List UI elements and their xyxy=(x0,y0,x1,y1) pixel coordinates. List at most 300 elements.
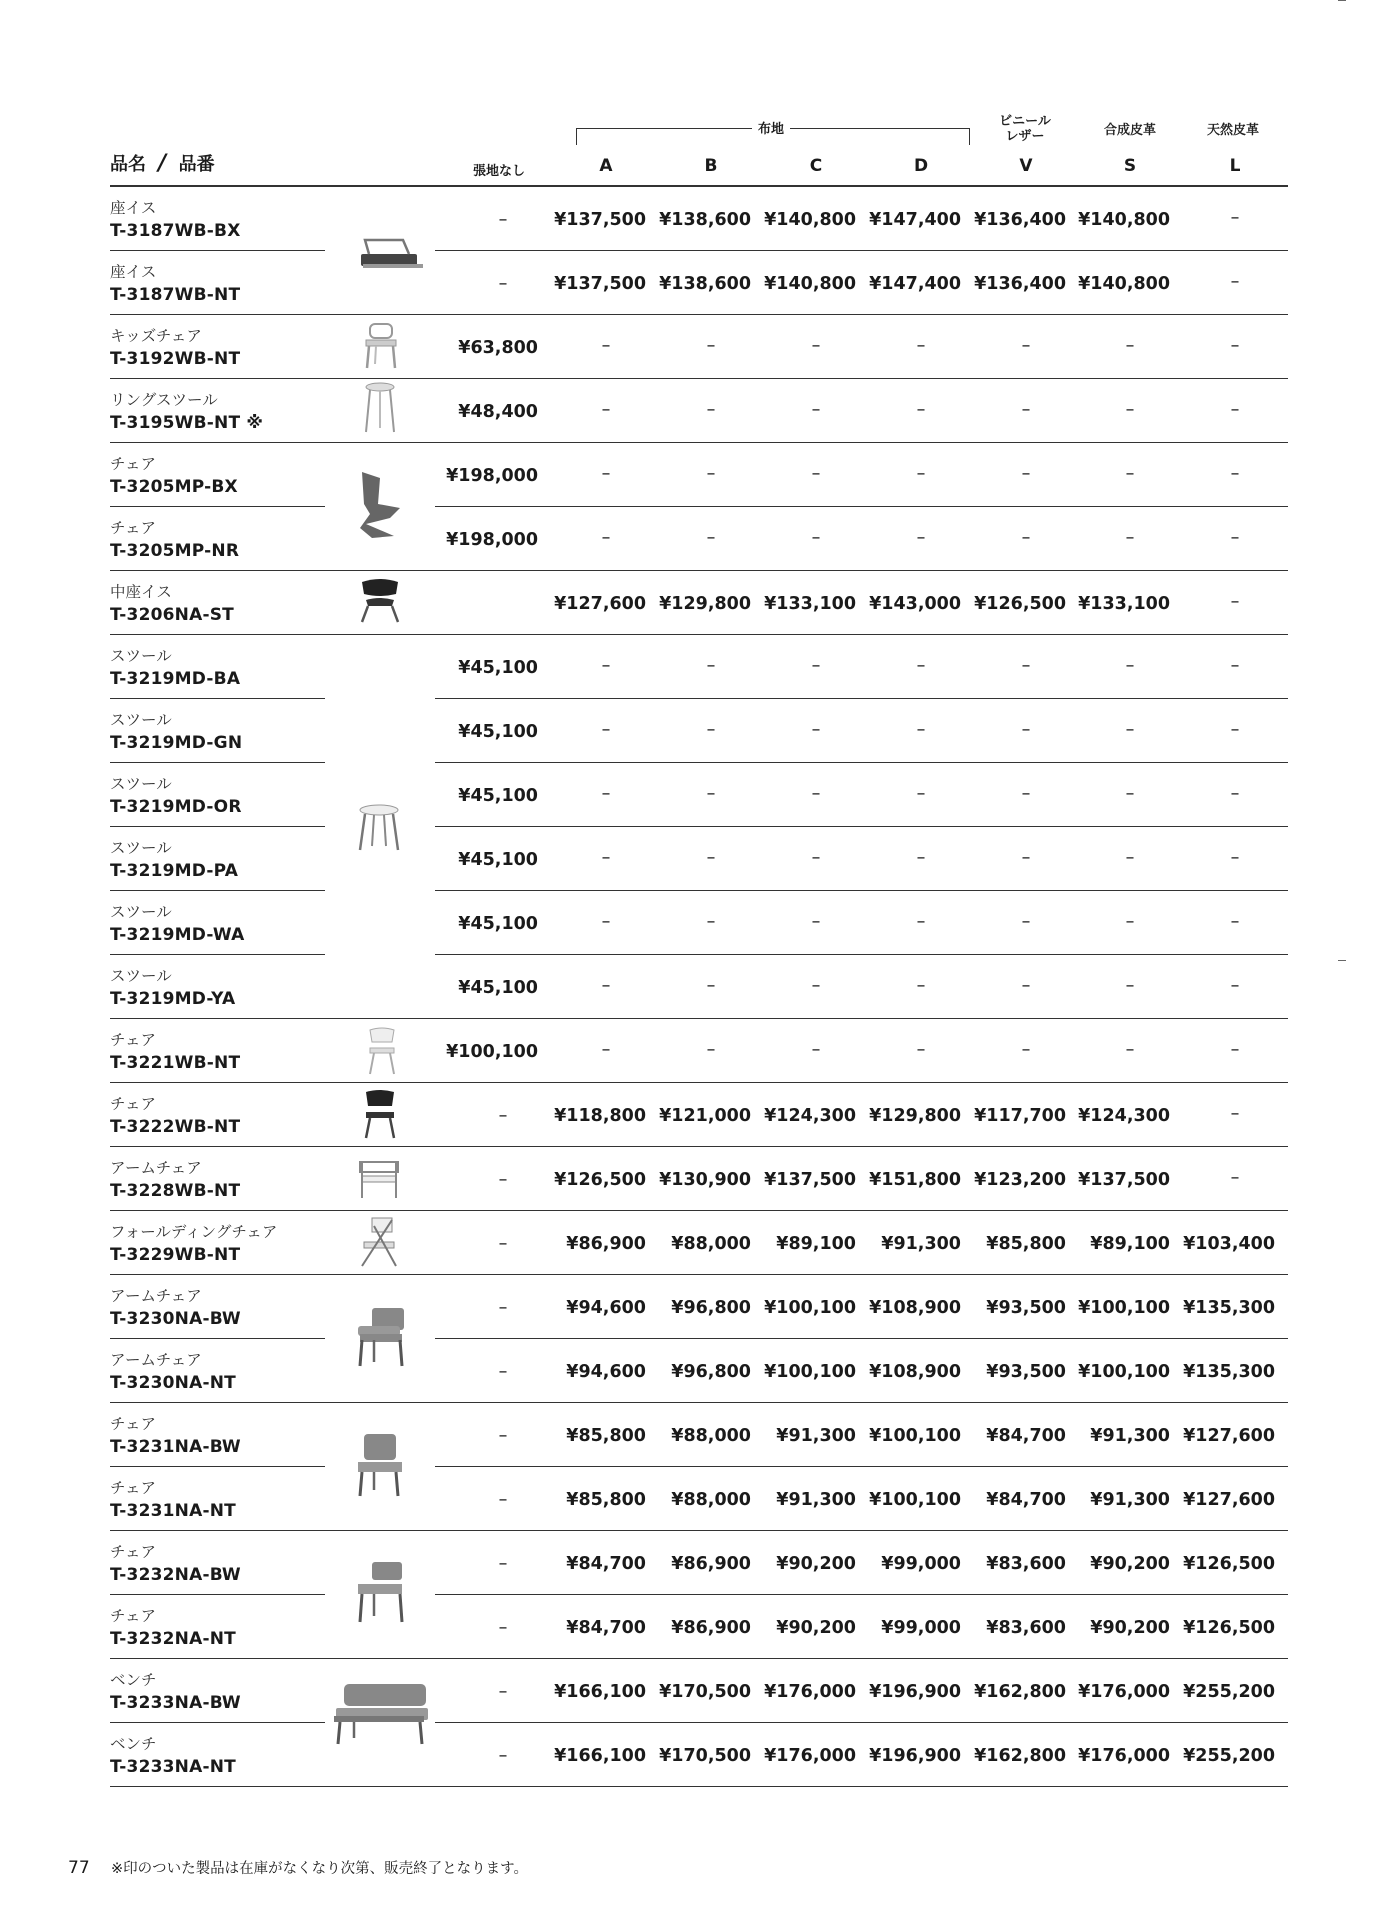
col-header-c: C xyxy=(809,156,823,176)
cantilever-chair-image xyxy=(356,468,406,540)
row-divider-left xyxy=(110,826,325,827)
price-c: – xyxy=(811,720,821,740)
price-c: ¥176,000 xyxy=(764,1682,856,1702)
price-d: ¥100,100 xyxy=(869,1490,961,1510)
price-a: ¥166,100 xyxy=(554,1746,646,1766)
price-v: ¥84,700 xyxy=(986,1490,1066,1510)
price-l: ¥126,500 xyxy=(1183,1554,1275,1574)
price-a: ¥126,500 xyxy=(554,1170,646,1190)
price-b: – xyxy=(706,400,716,420)
price-b: ¥170,500 xyxy=(659,1682,751,1702)
price-l: – xyxy=(1230,336,1240,356)
product-name: スツール xyxy=(110,775,172,793)
price-a: – xyxy=(601,336,611,356)
header-name-label: 品名 xyxy=(110,154,146,175)
price-a: – xyxy=(601,976,611,996)
col-no-upholstery: 張地なし xyxy=(473,164,526,179)
header-rule-right xyxy=(435,185,1288,187)
row-divider-right xyxy=(435,954,1288,955)
product-name: フォールディングチェア xyxy=(110,1223,278,1241)
product-code: T-3195WB-NT ※ xyxy=(110,413,264,433)
row-divider-left xyxy=(110,890,325,891)
price-no-upholstery: ¥45,100 xyxy=(458,722,538,742)
col-header-b: B xyxy=(704,156,718,176)
price-s: ¥176,000 xyxy=(1078,1746,1170,1766)
product-name: スツール xyxy=(110,967,172,985)
price-a: – xyxy=(601,720,611,740)
product-code: T-3221WB-NT xyxy=(110,1053,241,1073)
price-v: – xyxy=(1021,464,1031,484)
product-code: T-3233NA-BW xyxy=(110,1693,241,1713)
price-s: ¥124,300 xyxy=(1078,1106,1170,1126)
price-l: – xyxy=(1230,1040,1240,1060)
row-divider-right xyxy=(435,1146,1288,1147)
price-v: – xyxy=(1021,656,1031,676)
price-v: ¥162,800 xyxy=(974,1746,1066,1766)
price-b: ¥88,000 xyxy=(671,1426,751,1446)
price-no-upholstery: ¥45,100 xyxy=(458,658,538,678)
price-c: – xyxy=(811,400,821,420)
price-d: ¥129,800 xyxy=(869,1106,961,1126)
price-v: ¥126,500 xyxy=(974,594,1066,614)
price-no-upholstery: – xyxy=(498,274,508,294)
price-a: – xyxy=(601,656,611,676)
price-a: ¥84,700 xyxy=(566,1618,646,1638)
product-code: T-3219MD-YA xyxy=(110,989,236,1009)
product-name: ベンチ xyxy=(110,1671,157,1689)
price-s: ¥90,200 xyxy=(1090,1554,1170,1574)
price-d: ¥196,900 xyxy=(869,1746,961,1766)
product-code: T-3187WB-BX xyxy=(110,221,241,241)
row-divider-right xyxy=(435,442,1288,443)
stool-image xyxy=(356,804,402,852)
price-s: ¥137,500 xyxy=(1078,1170,1170,1190)
product-name: チェア xyxy=(110,1607,157,1625)
price-a: – xyxy=(601,784,611,804)
row-divider-left xyxy=(110,1274,435,1275)
price-c: ¥140,800 xyxy=(764,210,856,230)
price-b: ¥129,800 xyxy=(659,594,751,614)
price-v: – xyxy=(1021,720,1031,740)
row-divider-right xyxy=(435,1786,1288,1787)
row-divider-left xyxy=(110,762,325,763)
price-a: ¥86,900 xyxy=(566,1234,646,1254)
product-code: T-3222WB-NT xyxy=(110,1117,241,1137)
product-name: アームチェア xyxy=(110,1351,202,1369)
row-divider-right xyxy=(435,250,1288,251)
price-s: – xyxy=(1125,336,1135,356)
row-divider-right xyxy=(435,570,1288,571)
product-name: チェア xyxy=(110,1543,157,1561)
row-divider-left xyxy=(110,1658,435,1659)
product-code: T-3231NA-BW xyxy=(110,1437,241,1457)
price-s: ¥133,100 xyxy=(1078,594,1170,614)
product-name: アームチェア xyxy=(110,1287,202,1305)
price-b: ¥121,000 xyxy=(659,1106,751,1126)
price-l: ¥135,300 xyxy=(1183,1298,1275,1318)
product-code: T-3219MD-OR xyxy=(110,797,242,817)
price-no-upholstery: – xyxy=(498,1362,508,1382)
group-vinyl-line2: レザー xyxy=(1005,129,1045,144)
price-a: ¥85,800 xyxy=(566,1490,646,1510)
price-l: ¥126,500 xyxy=(1183,1618,1275,1638)
product-name: スツール xyxy=(110,839,172,857)
price-d: ¥147,400 xyxy=(869,210,961,230)
price-no-upholstery: – xyxy=(498,1554,508,1574)
price-c: – xyxy=(811,336,821,356)
price-s: – xyxy=(1125,784,1135,804)
na-chair-image xyxy=(350,1432,408,1498)
product-name: キッズチェア xyxy=(110,327,202,345)
price-c: – xyxy=(811,528,821,548)
price-c: – xyxy=(811,464,821,484)
price-l: – xyxy=(1230,208,1240,228)
product-name: チェア xyxy=(110,519,157,537)
price-no-upholstery: ¥100,100 xyxy=(446,1042,538,1062)
price-d: – xyxy=(916,336,926,356)
price-s: ¥90,200 xyxy=(1090,1618,1170,1638)
price-a: ¥84,700 xyxy=(566,1554,646,1574)
price-c: ¥176,000 xyxy=(764,1746,856,1766)
row-divider-right xyxy=(435,506,1288,507)
price-c: – xyxy=(811,912,821,932)
product-code: T-3232NA-BW xyxy=(110,1565,241,1585)
price-v: – xyxy=(1021,1040,1031,1060)
price-v: ¥83,600 xyxy=(986,1554,1066,1574)
armchair-image xyxy=(356,1158,402,1200)
price-v: ¥83,600 xyxy=(986,1618,1066,1638)
row-divider-left xyxy=(110,698,325,699)
product-name: ベンチ xyxy=(110,1735,157,1753)
row-divider-right xyxy=(435,1658,1288,1659)
row-divider-right xyxy=(435,1082,1288,1083)
price-d: – xyxy=(916,912,926,932)
product-code: T-3219MD-PA xyxy=(110,861,239,881)
price-a: – xyxy=(601,464,611,484)
price-v: ¥117,700 xyxy=(974,1106,1066,1126)
price-c: – xyxy=(811,656,821,676)
product-name: チェア xyxy=(110,1095,157,1113)
price-d: ¥99,000 xyxy=(881,1618,961,1638)
price-l: – xyxy=(1230,784,1240,804)
header-rule-left xyxy=(110,185,435,187)
na-side-chair-image xyxy=(350,1560,408,1624)
product-name: アームチェア xyxy=(110,1159,202,1177)
low-chair-image xyxy=(356,576,404,624)
row-divider-left xyxy=(110,442,435,443)
price-no-upholstery: – xyxy=(498,1426,508,1446)
product-name: 中座イス xyxy=(110,583,172,601)
product-name: 座イス xyxy=(110,263,157,281)
price-d: ¥108,900 xyxy=(869,1362,961,1382)
price-no-upholstery: – xyxy=(498,1618,508,1638)
price-d: – xyxy=(916,784,926,804)
price-c: ¥100,100 xyxy=(764,1362,856,1382)
price-s: – xyxy=(1125,1040,1135,1060)
price-no-upholstery: – xyxy=(498,210,508,230)
row-divider-right xyxy=(435,1210,1288,1211)
folding-chair-image xyxy=(356,1216,404,1268)
row-divider-left xyxy=(110,1466,325,1467)
product-code: T-3228WB-NT xyxy=(110,1181,241,1201)
price-c: ¥91,300 xyxy=(776,1426,856,1446)
row-divider-left xyxy=(110,250,325,251)
row-divider-right xyxy=(435,1722,1288,1723)
price-v: ¥85,800 xyxy=(986,1234,1066,1254)
price-d: – xyxy=(916,400,926,420)
price-c: ¥89,100 xyxy=(776,1234,856,1254)
bench-image xyxy=(330,1682,432,1746)
price-v: – xyxy=(1021,336,1031,356)
col-header-l: L xyxy=(1229,156,1241,176)
product-name: チェア xyxy=(110,1031,157,1049)
product-code: T-3231NA-NT xyxy=(110,1501,236,1521)
price-d: – xyxy=(916,976,926,996)
page-number: 77 xyxy=(68,1858,90,1878)
price-no-upholstery: – xyxy=(498,1682,508,1702)
price-b: ¥88,000 xyxy=(671,1234,751,1254)
price-d: ¥143,000 xyxy=(869,594,961,614)
black-chair-image xyxy=(360,1088,400,1140)
price-v: – xyxy=(1021,848,1031,868)
na-armchair-image xyxy=(350,1306,410,1368)
product-name: スツール xyxy=(110,711,172,729)
row-divider-right xyxy=(435,1402,1288,1403)
row-divider-left xyxy=(110,1594,325,1595)
group-vinyl-line1: ビニール xyxy=(999,114,1051,129)
price-c: – xyxy=(811,1040,821,1060)
price-l: ¥255,200 xyxy=(1183,1682,1275,1702)
price-l: – xyxy=(1230,400,1240,420)
price-l: ¥103,400 xyxy=(1183,1234,1275,1254)
col-header-s: S xyxy=(1123,156,1137,176)
price-l: – xyxy=(1230,272,1240,292)
product-name: スツール xyxy=(110,903,172,921)
price-d: – xyxy=(916,848,926,868)
price-c: ¥100,100 xyxy=(764,1298,856,1318)
price-d: ¥147,400 xyxy=(869,274,961,294)
price-a: ¥85,800 xyxy=(566,1426,646,1446)
product-code: T-3229WB-NT xyxy=(110,1245,241,1265)
price-b: ¥138,600 xyxy=(659,274,751,294)
price-c: ¥133,100 xyxy=(764,594,856,614)
price-b: ¥96,800 xyxy=(671,1362,751,1382)
price-s: – xyxy=(1125,656,1135,676)
price-l: ¥127,600 xyxy=(1183,1426,1275,1446)
price-c: ¥91,300 xyxy=(776,1490,856,1510)
price-b: ¥96,800 xyxy=(671,1298,751,1318)
price-s: ¥91,300 xyxy=(1090,1490,1170,1510)
product-code: T-3219MD-WA xyxy=(110,925,245,945)
price-c: ¥137,500 xyxy=(764,1170,856,1190)
price-a: ¥118,800 xyxy=(554,1106,646,1126)
price-s: ¥140,800 xyxy=(1078,210,1170,230)
price-b: – xyxy=(706,1040,716,1060)
price-b: – xyxy=(706,720,716,740)
kids-chair-image xyxy=(360,322,402,370)
price-d: – xyxy=(916,656,926,676)
price-a: ¥166,100 xyxy=(554,1682,646,1702)
price-c: ¥124,300 xyxy=(764,1106,856,1126)
price-c: ¥90,200 xyxy=(776,1618,856,1638)
price-s: – xyxy=(1125,528,1135,548)
price-d: ¥108,900 xyxy=(869,1298,961,1318)
price-v: ¥84,700 xyxy=(986,1426,1066,1446)
price-a: – xyxy=(601,848,611,868)
price-no-upholstery: – xyxy=(498,1170,508,1190)
price-l: – xyxy=(1230,656,1240,676)
price-s: – xyxy=(1125,912,1135,932)
price-s: – xyxy=(1125,848,1135,868)
product-code: T-3206NA-ST xyxy=(110,605,234,625)
price-b: ¥138,600 xyxy=(659,210,751,230)
price-d: – xyxy=(916,464,926,484)
price-s: – xyxy=(1125,464,1135,484)
price-a: – xyxy=(601,528,611,548)
header-slash: / xyxy=(158,151,167,176)
price-d: – xyxy=(916,528,926,548)
row-divider-left xyxy=(110,506,325,507)
price-l: ¥135,300 xyxy=(1183,1362,1275,1382)
row-divider-right xyxy=(435,762,1288,763)
price-b: – xyxy=(706,336,716,356)
price-v: ¥136,400 xyxy=(974,210,1066,230)
price-v: – xyxy=(1021,976,1031,996)
price-c: ¥90,200 xyxy=(776,1554,856,1574)
price-no-upholstery: ¥198,000 xyxy=(446,466,538,486)
price-b: – xyxy=(706,912,716,932)
price-b: – xyxy=(706,464,716,484)
price-s: ¥140,800 xyxy=(1078,274,1170,294)
group-synthetic: 合成皮革 xyxy=(1103,123,1156,138)
row-divider-left xyxy=(110,1722,325,1723)
footer-note: ※印のついた製品は在庫がなくなり次第、販売終了となります。 xyxy=(111,1861,528,1877)
price-c: – xyxy=(811,848,821,868)
price-a: ¥137,500 xyxy=(554,210,646,230)
row-divider-left xyxy=(110,570,435,571)
price-a: – xyxy=(601,400,611,420)
price-l: – xyxy=(1230,976,1240,996)
row-divider-right xyxy=(435,1018,1288,1019)
price-b: – xyxy=(706,976,716,996)
row-divider-left xyxy=(110,1146,435,1147)
col-header-a: A xyxy=(599,156,613,176)
price-l: – xyxy=(1230,720,1240,740)
price-d: ¥151,800 xyxy=(869,1170,961,1190)
row-divider-left xyxy=(110,1018,435,1019)
row-divider-right xyxy=(435,1530,1288,1531)
price-a: – xyxy=(601,912,611,932)
price-s: ¥176,000 xyxy=(1078,1682,1170,1702)
product-code: T-3205MP-BX xyxy=(110,477,238,497)
price-d: ¥196,900 xyxy=(869,1682,961,1702)
product-name: リングスツール xyxy=(110,391,218,409)
price-s: ¥91,300 xyxy=(1090,1426,1170,1446)
price-no-upholstery: – xyxy=(498,1490,508,1510)
product-code: T-3205MP-NR xyxy=(110,541,240,561)
product-name: チェア xyxy=(110,1479,157,1497)
price-no-upholstery: ¥48,400 xyxy=(458,402,538,422)
price-v: ¥162,800 xyxy=(974,1682,1066,1702)
product-code: T-3219MD-BA xyxy=(110,669,241,689)
row-divider-left xyxy=(110,1530,435,1531)
col-header-v: V xyxy=(1019,156,1033,176)
price-a: ¥94,600 xyxy=(566,1362,646,1382)
row-divider-left xyxy=(110,378,435,379)
price-no-upholstery: ¥198,000 xyxy=(446,530,538,550)
row-divider-right xyxy=(435,1274,1288,1275)
price-l: – xyxy=(1230,1104,1240,1124)
price-no-upholstery: ¥45,100 xyxy=(458,978,538,998)
price-d: ¥99,000 xyxy=(881,1554,961,1574)
price-d: ¥91,300 xyxy=(881,1234,961,1254)
row-divider-right xyxy=(435,634,1288,635)
price-v: – xyxy=(1021,528,1031,548)
price-a: ¥137,500 xyxy=(554,274,646,294)
row-divider-left xyxy=(110,1210,435,1211)
price-l: ¥255,200 xyxy=(1183,1746,1275,1766)
price-v: – xyxy=(1021,400,1031,420)
price-b: ¥130,900 xyxy=(659,1170,751,1190)
corner-tick-mid xyxy=(1338,960,1346,961)
price-l: ¥127,600 xyxy=(1183,1490,1275,1510)
price-b: ¥86,900 xyxy=(671,1554,751,1574)
price-d: – xyxy=(916,1040,926,1060)
ring-stool-image xyxy=(362,382,398,434)
product-code: T-3232NA-NT xyxy=(110,1629,236,1649)
price-b: – xyxy=(706,528,716,548)
price-l: – xyxy=(1230,528,1240,548)
price-v: – xyxy=(1021,784,1031,804)
price-l: – xyxy=(1230,1168,1240,1188)
price-v: ¥93,500 xyxy=(986,1298,1066,1318)
price-d: ¥100,100 xyxy=(869,1426,961,1446)
row-divider-left xyxy=(110,634,435,635)
product-name: チェア xyxy=(110,1415,157,1433)
product-code: T-3187WB-NT xyxy=(110,285,241,305)
price-l: – xyxy=(1230,464,1240,484)
price-b: ¥86,900 xyxy=(671,1618,751,1638)
product-name: チェア xyxy=(110,455,157,473)
row-divider-right xyxy=(435,698,1288,699)
row-divider-right xyxy=(435,826,1288,827)
price-no-upholstery: ¥45,100 xyxy=(458,850,538,870)
price-no-upholstery: ¥63,800 xyxy=(458,338,538,358)
row-divider-left xyxy=(110,954,325,955)
price-s: – xyxy=(1125,720,1135,740)
price-no-upholstery: ¥45,100 xyxy=(458,914,538,934)
price-s: ¥89,100 xyxy=(1090,1234,1170,1254)
row-divider-left xyxy=(110,1338,325,1339)
price-b: – xyxy=(706,848,716,868)
price-b: ¥170,500 xyxy=(659,1746,751,1766)
header-name-code xyxy=(110,150,215,176)
row-divider-right xyxy=(435,314,1288,315)
group-vinyl xyxy=(985,114,1065,144)
row-divider-left xyxy=(110,1402,435,1403)
header-code-label: 品番 xyxy=(178,154,215,175)
product-code: T-3230NA-BW xyxy=(110,1309,241,1329)
zaisu-chair-image xyxy=(355,236,435,276)
price-s: – xyxy=(1125,976,1135,996)
price-b: – xyxy=(706,784,716,804)
product-name: 座イス xyxy=(110,199,157,217)
row-divider-right xyxy=(435,1338,1288,1339)
row-divider-left xyxy=(110,1082,435,1083)
price-v: ¥123,200 xyxy=(974,1170,1066,1190)
price-v: – xyxy=(1021,912,1031,932)
price-d: – xyxy=(916,720,926,740)
